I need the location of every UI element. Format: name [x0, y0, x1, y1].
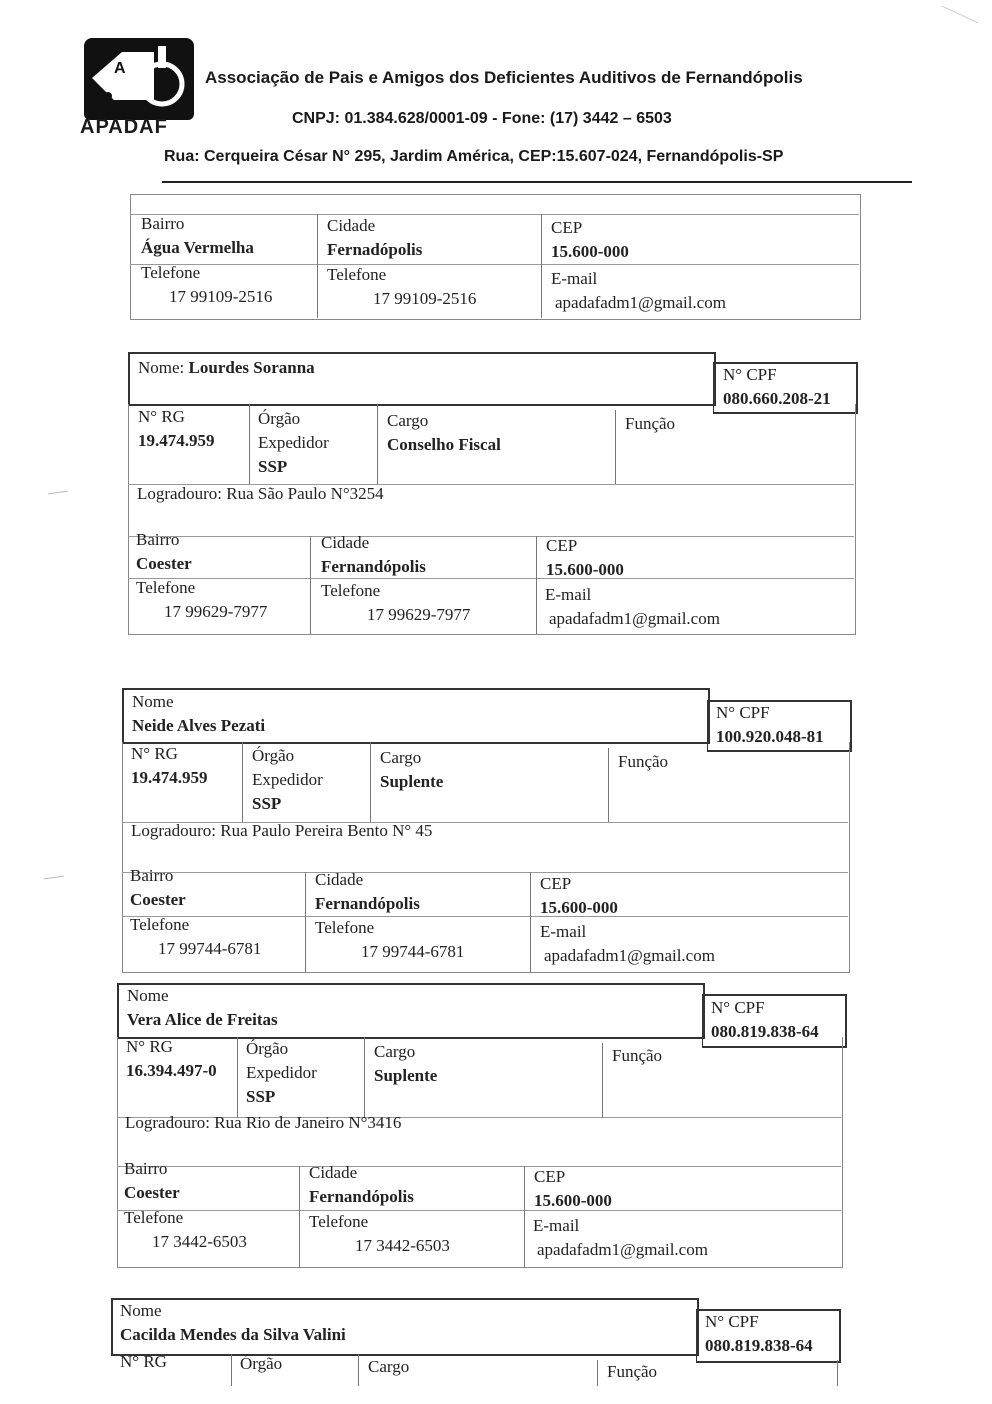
apadaf-logo: [84, 38, 194, 120]
cep-field: CEP 15.600-000: [551, 218, 629, 261]
logradouro-field: Logradouro: Rua São Paulo N°3254: [137, 484, 384, 503]
cpf-field: N° CPF 080.660.208-21: [723, 365, 831, 408]
orgao-label: Órgão: [240, 1354, 283, 1373]
rg-field: N° RG 19.474.959: [138, 407, 215, 450]
cep-field: CEP 15.600-000: [534, 1167, 612, 1210]
cargo-label: Cargo: [368, 1357, 410, 1376]
funcao-field: Função: [625, 414, 676, 433]
cidade-field: Cidade Fernadópolis: [327, 216, 423, 259]
bairro-field: Bairro Coester: [124, 1159, 180, 1202]
page-cutoff: [111, 1386, 851, 1404]
cpf-field: N° CPF 080.819.838-64: [705, 1312, 813, 1355]
funcao-field: Função: [618, 752, 669, 771]
email-field: E-mail apadafadm1@gmail.com: [533, 1216, 708, 1259]
email-field: E-mail apadafadm1@gmail.com: [540, 922, 715, 965]
rg-label: N° RG: [120, 1352, 167, 1371]
cep-field: CEP 15.600-000: [540, 874, 618, 917]
nome-field: Nome: Lourdes Soranna: [138, 358, 315, 377]
bairro-field: Bairro Coester: [130, 866, 186, 909]
nome-field: Nome Neide Alves Pezati: [132, 692, 266, 735]
cpf-field: N° CPF 080.819.838-64: [711, 998, 819, 1041]
cpf-field: N° CPF 100.920.048-81: [716, 703, 824, 746]
telefone-field: Telefone 17 99109-2516: [141, 263, 273, 306]
orgao-expedidor-field: Órgão Expedidor SSP: [246, 1039, 317, 1106]
org-address: Rua: Cerqueira César N° 295, Jardim América, CEP:15.607-024, Fernandópolis-SP: [164, 148, 784, 165]
ear-logo-icon: [84, 38, 194, 120]
orgao-expedidor-field: Órgão Expedidor SSP: [258, 409, 329, 476]
telefone-field: Telefone 17 99629-7977: [136, 578, 268, 621]
email-field: E-mail apadafadm1@gmail.com: [545, 585, 720, 628]
cargo-field: Cargo Suplente: [380, 748, 444, 791]
nome-field: Nome Cacilda Mendes da Silva Valini: [120, 1301, 346, 1344]
funcao-label: Função: [607, 1362, 658, 1381]
cep-field: CEP 15.600-000: [546, 536, 624, 579]
scan-mark: [48, 491, 68, 495]
funcao-field: Função: [612, 1046, 663, 1065]
telefone-field-2: Telefone 17 99744-6781: [315, 918, 465, 961]
org-title: Associação de Pais e Amigos dos Deficientes Auditivos de Fernandópolis: [205, 68, 803, 87]
cnpj-phone: CNPJ: 01.384.628/0001-09 - Fone: (17) 3442 – 6503: [292, 110, 672, 127]
logradouro-field: Logradouro: Rua Rio de Janeiro N°3416: [125, 1113, 402, 1132]
telefone-field-2: Telefone 17 99109-2516: [327, 265, 477, 308]
logradouro-field: Logradouro: Rua Paulo Pereira Bento N° 45: [131, 821, 433, 840]
telefone-field-2: Telefone 17 3442-6503: [309, 1212, 450, 1255]
cidade-field: Cidade Fernandópolis: [321, 533, 426, 576]
telefone-field: Telefone 17 99744-6781: [130, 915, 262, 958]
cargo-field: Cargo Suplente: [374, 1042, 438, 1085]
logo-letter: A: [114, 60, 126, 77]
logo-text: APADAF: [80, 116, 168, 138]
rg-field: N° RG 19.474.959: [131, 744, 208, 787]
email-field: E-mail apadafadm1@gmail.com: [551, 269, 726, 312]
cargo-field: Cargo Conselho Fiscal: [387, 411, 501, 454]
nome-field: Nome Vera Alice de Freitas: [127, 986, 278, 1029]
scan-mark: [44, 876, 64, 880]
cidade-field: Cidade Fernandópolis: [309, 1163, 414, 1206]
bairro-field: Bairro Água Vermelha: [141, 214, 254, 257]
scan-mark: [942, 6, 979, 24]
orgao-expedidor-field: Órgão Expedidor SSP: [252, 746, 323, 813]
bairro-field: Bairro Coester: [136, 530, 192, 573]
rg-field: N° RG 16.394.497-0: [126, 1037, 217, 1080]
telefone-field-2: Telefone 17 99629-7977: [321, 581, 471, 624]
header-divider: [162, 181, 912, 183]
telefone-field: Telefone 17 3442-6503: [124, 1208, 247, 1251]
cidade-field: Cidade Fernandópolis: [315, 870, 420, 913]
